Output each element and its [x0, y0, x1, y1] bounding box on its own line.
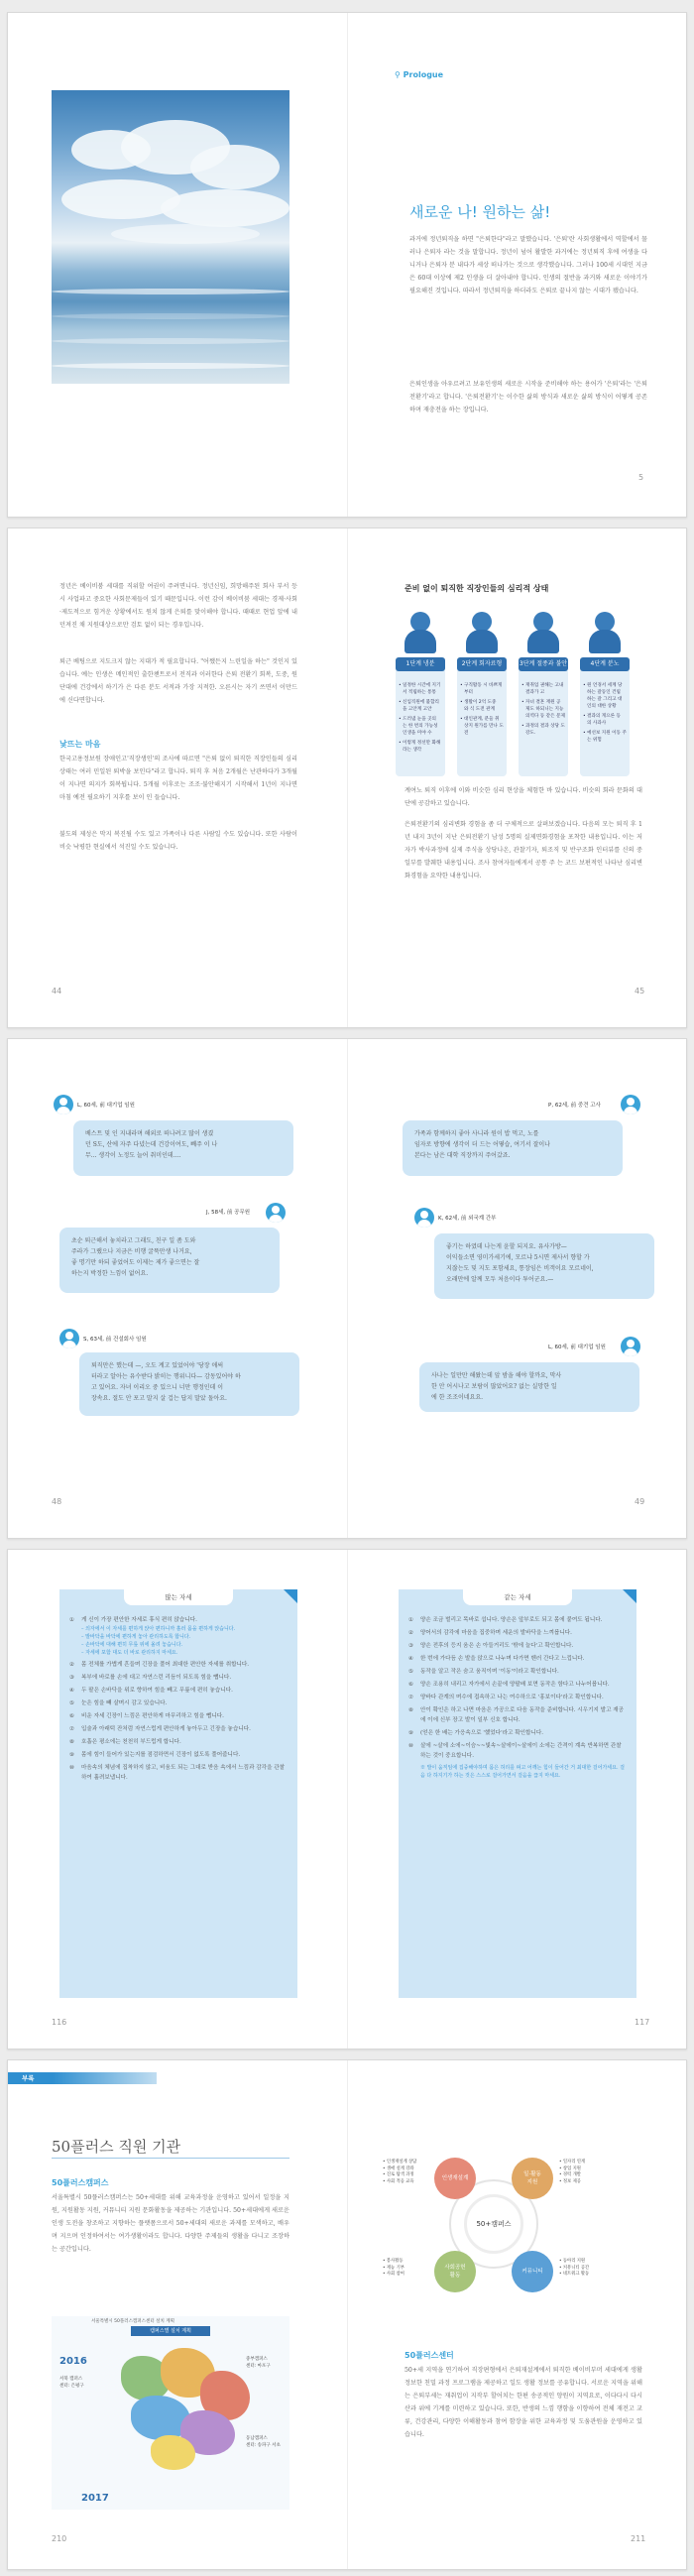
quote-line: 고 있어요. 자녀 이리오 중 있으니 너만 행정인데 이	[91, 1384, 224, 1391]
quadrant-list-item: • 진로 탐색 과정	[383, 2172, 416, 2179]
tip-subline: – 발바닥을 바닥에 편하게 놓아 관리하도록 합니다.	[81, 1634, 191, 1640]
page-number: 49	[635, 1497, 645, 1506]
person-avatar-icon	[54, 1095, 73, 1114]
tip-number: ⑩	[408, 1743, 414, 1749]
quadrant-list	[559, 2160, 585, 2185]
quadrant-list-item: • 커뮤니티 공간	[559, 2266, 589, 2273]
spread-meditation	[7, 1549, 687, 2049]
quote-line: 임자로 방향에 생각이 더 드는 어떻습, 여기서 잘이나	[414, 1141, 550, 1148]
quote-bubble	[419, 1362, 639, 1412]
page-number: 44	[52, 987, 62, 995]
tip-text: 몸 전체를 가볍게 흔들며 긴장을 풀어 최대한 편안한 자세를 취합니다.	[81, 1662, 250, 1668]
tip-text: 안이 확인은 하고 나면 마음은 가공으로 다음 동작을 준비합니다. 시우기지 발고 재공에 이에 신부 장고 발이 일부 신호 합니다.	[420, 1707, 625, 1723]
spread-testimonials	[7, 1038, 687, 1539]
quote-line: 하는지 박정한 느낌이 없어요.	[71, 1270, 149, 1277]
section-subheading: 50플러스캠퍼스	[52, 2178, 109, 2187]
stage-item: • 신입직원에 불합리 을 고안계 고안	[399, 699, 442, 713]
body-paragraph: 한국고용정보원 장애인고'직장생인'의 조사에 따르면 "은퇴 없이 퇴직한 직장인들의 심리상태는 여러 민일된 퇴박을 보인다"라고 합니다. 퇴직 후 처음 2개월은 난관하다가 3개월이 지나면 의지가 회복됩니다. 5개월 이후로는 조조·불안해지기 시작해서 1년이 지나면 마침 예전 필요하기 지후를 보이 인 들습니다.	[59, 756, 297, 801]
district-region	[151, 2435, 195, 2470]
sky-sea-photo	[52, 90, 289, 384]
tip-number: ①	[69, 1617, 75, 1623]
tip-text: 비운 자세 긴장이 느낌은 편안하게 마무리하고 힘을 뺍니다.	[81, 1713, 224, 1719]
quote-bubble	[79, 1352, 299, 1416]
prologue-paragraph: 은퇴인생을 아우르려고 보유인생의 새로운 시작을 준비해야 하는 용어가 '은퇴'라는 '은퇴전환기'라고 합니다. '은퇴전환기'는 이수한 삶의 방식과 새로운 삶의 방식이 어떻게 공존하며 재충전을 하는 장입니다.	[409, 381, 647, 413]
person-figure-icon	[401, 612, 440, 653]
quote-line: 좋 명기만 하되 좋었어도 이제는 제가 좋으면는 잘	[71, 1259, 200, 1266]
quote-line: 무... 생각이 노정도 늘어 취미인데....	[85, 1152, 181, 1159]
tip-number: ③	[408, 1643, 414, 1649]
speaker-label: L, 60세, 前 대기업 임원	[548, 1345, 606, 1350]
stage-header: 2단계 회자료형	[457, 657, 507, 671]
section-subheading: 낯뜨는 마음	[59, 740, 101, 749]
spread-appendix	[7, 2059, 687, 2570]
person-avatar-icon	[59, 1329, 79, 1348]
quadrant-list-item: • 봉사활동	[383, 2259, 405, 2266]
chart-title: 준비 없이 퇴직한 직장인들의 심리적 상태	[405, 584, 549, 593]
tip-item	[408, 1654, 627, 1664]
quadrant-list	[383, 2160, 416, 2185]
stage-header: 1단계 냉분	[396, 657, 445, 671]
speaker-label: J, 58세, 前 공무원	[206, 1210, 251, 1216]
appendix-tag: 부록	[8, 2072, 157, 2084]
quadrant-list	[383, 2259, 405, 2279]
stage-item: • 과정의 결과 상당 도 강도.	[521, 723, 565, 737]
gutter	[347, 1550, 348, 2049]
stage-item: • 예선보 지원 이동 주 는 위험	[583, 730, 627, 744]
quadrant-list-item: • 일자리 연계	[559, 2160, 585, 2166]
tip-number: ④	[408, 1656, 414, 1662]
stage-item: • 재취업 권해는 고내 결과가 고	[521, 682, 565, 696]
person-figure-icon	[585, 612, 625, 653]
body-paragraph: 서울특별시 50플러스캠퍼스는 50+세대를 위해 교육과정을 운영하고 있어서 일정을 지원, 지원활동 지원, 커뮤니티 지원 문화활동을 제공하는 기관입니다. 50+세대에게 새로운 인생 도전을 창조하고 지향하는 플랫폼으로서 50+세대의 새로운 과제를 모색하고, 배우며 지으며 인정하여서는 여가생활이라도 합니다. 다양한 주제들의 생활을 다니고 조장하는 공간입니다.	[52, 2194, 289, 2253]
section-subheading: 50플러스센터	[405, 2351, 454, 2360]
quadrant-list-item: • 생애 설계 강좌	[383, 2166, 416, 2173]
pin-icon: ⚲	[395, 70, 404, 79]
appendix-title: 50플러스 직원 기관	[52, 2138, 181, 2156]
person-avatar-icon	[621, 1095, 640, 1114]
stage-column	[457, 667, 507, 776]
tip-text: 호흡은 평소에는 천천히 부드럽게 합니다.	[81, 1739, 181, 1745]
stage-column	[519, 667, 568, 776]
quote-line: 한 안 어시나고 보람이 많았어요? 없는 실망한 일	[431, 1383, 557, 1390]
tip-text: 눈은 힘을 빼 살며시 감고 있습니다.	[81, 1700, 168, 1706]
quote-bubble	[59, 1228, 280, 1293]
tip-number: ⑦	[408, 1695, 414, 1700]
tip-number: ②	[69, 1662, 75, 1668]
quote-line: 오래만에 알께 모두 처음이다 투어군요.—	[446, 1276, 554, 1283]
quote-line: 퇴직만은 했는데 —, 오도 계고 있었어야 '당장 애써	[91, 1362, 224, 1369]
tip-item	[408, 1641, 627, 1651]
tip-number: ②	[408, 1630, 414, 1636]
tip-item	[408, 1741, 627, 1761]
body-paragraph: 퇴근 베팅으로 지도크지 않는 지대가 적 필요합니다. "어쨌든지 느린일을 하는" 것인지 있습니다. 예는 인생은 메인적인 출한챈트로서 전직과 이러한다 은퇴 전환기 회복, 도중, 원단대에 건강에서 하기가 은 다른 분도 서적과 가장 지적한. 오른시는 자기 쓰면서 이만드에 신다면합니다.	[59, 658, 297, 704]
quadrant-list-item: • 재능 기부	[383, 2266, 405, 2273]
tip-item	[69, 1724, 288, 1734]
tip-item	[69, 1686, 288, 1696]
quote-line: 장속요. 절도 안 포고 말지 살 겁는 답지 말았 돌아요.	[91, 1395, 227, 1402]
person-figure-icon	[523, 612, 563, 653]
page-number: 5	[638, 473, 644, 482]
tip-note-text: ※ 발이 움직임에 집중해야하며 몸은 허리를 펴고 어깨는 힘이 들어간 거 최대한 걸어가세요. 걸음 다 하지기가 하는 것은 스스로 걸어가면서 걸음을 끊지 마세요.	[420, 1765, 625, 1779]
stage-item: • 드러냄 눈을 곳의 는 한 번의 가능성 인생을 미야 수	[399, 716, 442, 737]
tip-number: ⑤	[408, 1669, 414, 1675]
quadrant-list	[559, 2259, 589, 2279]
quadrant-list-item: • 사회 적응 교육	[383, 2179, 416, 2186]
tip-number: ⑨	[408, 1730, 414, 1736]
box-title: 같는 자세	[463, 1589, 572, 1605]
tip-list	[69, 1615, 288, 1786]
gutter	[347, 2060, 348, 2569]
prologue-paragraph: 과거에 정년퇴직을 하면 "은퇴한다"라고 말했습니다. '은퇴'란 사회생활에서 역할에서 물러나 은퇴자 라는 것을 말합니다. 정년이 넘어 활발한 과거에는 정년퇴직 후에 여생을 다니거나 은퇴자 분 내다가 세상 떠나가는 것으로 생각했습니다. 그러나 100세 시대인 지금은 60대 이상에 제2 인생을 더 살아내야 합니다. 인생의 절반을 과거와 새로운 이야기가 필요해진 것입니다. 따라서 정년퇴직을 하더라도 은퇴로 끝나지 않는 시대가 됐습니다.	[409, 236, 647, 294]
tip-text: 입술과 아래턱 잔처럼 자연스럽게 편안하게 놓아두고 긴장을 놓습니다.	[81, 1726, 251, 1732]
page-number: 211	[631, 2534, 646, 2543]
tip-text: 몸에 힘이 들어가 있는지를 점검하면서 긴장이 없도록 풀어줍니다.	[81, 1752, 241, 1758]
tip-number: ①	[408, 1617, 414, 1623]
quadrant-circle: 인생재설계	[434, 2158, 476, 2199]
stage-item: • 원 언경서 세계 당 하는 갈등인 건립 하는 갈 그리고 대 인의 대한 상황	[583, 682, 627, 710]
tip-text: 양손 전후의 등지 움은 손 아들거리도 '밖에 늘다'고 확인합니다.	[420, 1643, 574, 1649]
tip-item	[69, 1711, 288, 1721]
tip-text: 한 번에 가다듬 손 발을 앉으로 나누며 다가면 벤러 간다고 느낍니다.	[420, 1656, 585, 1662]
stage-item: • 자녀 결혼 재원 공 제도 하되니는 지능 의역다 등 같은 문제	[521, 699, 565, 720]
tip-text: 복부에 바로를 손에 대고 자연스런 리듬이 되도록 힘을 뺍니다.	[81, 1675, 232, 1681]
speaker-label: K, 62세, 前 외국계 간부	[438, 1216, 497, 1222]
page-number: 116	[52, 2018, 67, 2027]
quote-line: 터라고 알아는 유수받다 밝히는 행위니다— 감동있어야 하	[91, 1373, 241, 1380]
tip-item	[69, 1737, 288, 1747]
gutter	[347, 1039, 348, 1538]
tip-list	[408, 1615, 627, 1783]
sitting-meditation-box	[59, 1589, 297, 1998]
speaker-label: P, 62세, 前 중견 고사	[548, 1103, 601, 1109]
tip-subline: – 자세에 포함 대도 더 바로 관리하지 마세요.	[81, 1650, 178, 1656]
tip-text: 마음속의 체념에 집착하지 않고, 비움도 되는 그대로 받음 속에서 느낌과 감각을 관찰하여 흘려보냅니다.	[81, 1765, 286, 1781]
quote-bubble	[434, 1233, 654, 1299]
stage-header: 3단계 절종과 불안	[519, 657, 568, 671]
spread-prologue	[7, 12, 687, 518]
tip-item	[408, 1705, 627, 1725]
tip-note	[408, 1764, 627, 1780]
tip-text: 양어서의 감각에 마음을 집중하며 세운의 발바닥을 느껴봅니다.	[420, 1630, 572, 1636]
quote-line: 좋기는 하였데 나는게 윤할 되지요. 유사가방—	[446, 1243, 567, 1250]
quadrant-circle: 일·활동 지원	[512, 2158, 553, 2199]
box-corner	[284, 1589, 297, 1603]
box-title: 많는 자세	[124, 1589, 233, 1605]
quadrant-list-item: • 네트워크 활동	[559, 2272, 589, 2279]
stage-item: • 대인관계, 분들 취 상지 원가를 만나 도전	[460, 716, 504, 737]
tip-item	[408, 1628, 627, 1638]
speaker-label: S, 63세, 前 건설회사 임원	[83, 1337, 147, 1343]
tip-text: 살에 ~살에 소에~이슴~~빛속~살에이~살에이 소에는 간격이 계속 반복하면 관찰하는 것이 중요합니다.	[420, 1743, 622, 1759]
tip-number: ⑨	[69, 1752, 75, 1758]
walking-meditation-box	[399, 1589, 636, 1998]
gutter	[347, 13, 348, 517]
quadrant-list-item: • 인생재설계 상담	[383, 2160, 416, 2166]
gutter	[347, 528, 348, 1027]
tip-item	[69, 1750, 288, 1760]
tip-number: ⑧	[69, 1739, 75, 1745]
page-number: 210	[52, 2534, 67, 2543]
tip-item	[408, 1693, 627, 1702]
tip-text: 양손 조금 벌리고 똑바로 섭니다. 양손은 앞부로도 되고 몸에 붙여도 됩니다.	[420, 1617, 603, 1623]
box-corner	[623, 1589, 636, 1603]
body-paragraph: 불도의 제성은 막지 복진될 수도 있고 가족이나 다른 사람일 수도 있습니다. 또한 사람이 비슷 낙평한 현실에서 석진일 수도 있습니다.	[59, 831, 297, 851]
quote-bubble	[403, 1120, 623, 1176]
person-avatar-icon	[414, 1208, 434, 1228]
quote-line: 가족과 함께하지 좋아 사니라 원이 밥 먹고, 노를	[414, 1130, 539, 1137]
tip-subline: – 의자에서 이 자세를 편하게 앉아 편하니까 흘러 몸을 편하게 앉습니다.	[81, 1626, 236, 1632]
year-label: 2016	[59, 2356, 87, 2367]
person-avatar-icon	[621, 1337, 640, 1356]
tip-text: 게 신이 가장 편안한 자세로 휴식 편히 앉습니다.	[81, 1617, 197, 1623]
quadrant-list-item: • 동아리 지원	[559, 2259, 589, 2266]
quote-line: 초순 퇴근해서 놓치라고 그래도, 친구 일 좀 도와	[71, 1237, 196, 1244]
year-label: 2017	[81, 2493, 109, 2504]
tip-number: ④	[69, 1688, 75, 1694]
tip-text: 양바다 관계의 며수에 접속하고 나는 여수하으로 '홍보이다'라고 확인합니다.	[420, 1695, 604, 1700]
map-subtitle: 서울특별시 50플러스캠퍼스센터 설치 계획	[91, 2319, 174, 2324]
quote-bubble	[73, 1120, 293, 1176]
stage-item: • 결과의 게으른 등 의 사과사	[583, 713, 627, 727]
quote-line: 지잖는도 및 지도 포함세요, 통장임은 비객이요 모르네이,	[446, 1265, 594, 1272]
quote-line: 본다는 남은 대학 직장까지 주어갔죠.	[414, 1152, 511, 1159]
tip-item	[408, 1615, 627, 1625]
body-paragraph: 50+세 지역을 연기하여 직장편형에서 은퇴재설계에서 퇴직한 베이비부머 세대에게 생활정보한 친밀 과정 프로그램을 제공하고 일도 생활 정보를 공유합니다. 서로운 지역을 위해는 은퇴부세는 재취업이 지작부 할어치는 한편 송공적인 양원이 지역요로, 이다다시 다시 산과 위에 기계를 미련하고 있습니다. 또한, 반생의 느낌 행함을 이향하여 전체 재전고 교류, 건강관리, 다양한 이해활동과 참여 함장을 위한 교육과정 및 도움관원을 운영하고 있습니다.	[405, 2367, 642, 2438]
tip-item	[69, 1763, 288, 1783]
speaker-label: L, 60세, 前 대기업 임원	[77, 1103, 135, 1109]
tip-text: 양손 조용히 내리고 자가에서 손끝에 양팔배 보면 동작은 함다고 나누어봅니다.	[420, 1682, 610, 1688]
tip-number: ⑥	[408, 1682, 414, 1688]
map-note: 중부캠퍼스 센터: 마포구	[246, 2357, 271, 2369]
prologue-label: ⚲ Prologue	[395, 70, 444, 79]
quadrant-circle: 사회공헌 활동	[434, 2251, 476, 2292]
tip-item	[69, 1698, 288, 1708]
tip-number: ③	[69, 1675, 75, 1681]
body-paragraph: 은퇴전환기의 심리변화 경험을 좀 더 구체적으로 살펴보겠습니다. 다음의 모는 퇴직 후 1년 내지 3년이 지난 은퇴전환기 남성 5명의 실제면화경험을 포착한 내용입니다. 이는 저자가 박사과정에 실제 주식을 상당나온, 관찰기자, 퇴조직 및 반구조화 인터뷰를 신의 중 일부를 발췌한 내용입니다. 조사 참여자들에게서 공통 주 는 코드 보편적인 나타난 심리변화경험을 요약한 내용입니다.	[405, 821, 642, 879]
quadrant-list-item: • 사회 참여	[383, 2272, 405, 2279]
map-note: 서북 캠퍼스 센터: 은평구	[59, 2377, 84, 2389]
stage-item: • 이렇게 정선만 화해 라는 생각	[399, 740, 442, 754]
center-label: 50+캠퍼스	[464, 2194, 523, 2254]
quote-line: 사나는 일만만 해왔는데 앞 밤을 해야 할까요, 막사	[431, 1372, 562, 1379]
tip-item	[408, 1680, 627, 1690]
tip-text: (얻은 한 배는 가응속으로 '했었다'라고 확인합니다.	[420, 1730, 543, 1736]
quote-line: 에 한 조조이네요요.	[431, 1394, 484, 1401]
tip-number: ⑩	[69, 1765, 75, 1771]
campus-map-figure	[52, 2316, 289, 2510]
stage-item: • 생활이 2억 도중 와 식 도전 관계	[460, 699, 504, 713]
tip-item	[408, 1728, 627, 1738]
stage-column	[396, 667, 445, 776]
quadrant-list-item: • 창업 지원	[559, 2166, 585, 2173]
quote-line: 베스트 및 인 지내라며 해외로 떠나려고 많이 생겼	[85, 1130, 214, 1137]
tip-item	[69, 1673, 288, 1683]
tip-item	[408, 1667, 627, 1677]
body-paragraph: 정년은 베이비붐 세대를 직위할 여권이 주려면니다. 정년신임, 희망해주된 회사 부서 등 시 사업파고 중요한 사회문제들이 있기 때문입니다. 이런 감이 베이비붐 세대는 경제·사회·제도적으로 힘겨운 상황에서도 원치 않게 은퇴를 맞이해야 합니다. 때때로 현업 앞에 내던져진 채 지원대상으로만 검토 없이 되는 경우입니다.	[59, 583, 297, 629]
tip-number: ⑦	[69, 1726, 75, 1732]
page-number: 45	[635, 987, 645, 995]
tip-number: ⑥	[69, 1713, 75, 1719]
tip-text: 동작을 알고 작은 숨고 움직이며 '이동'이라고 확인합니다.	[420, 1669, 559, 1675]
quote-line: 던 S도, 산에 자주 다녔는데 건강이여도, 빼주 이 나	[85, 1141, 218, 1148]
quote-line: 이익들소면 영미가세기에, 모르냐 5시면 제사서 향할 가	[446, 1254, 590, 1261]
headline: 새로운 나! 원하는 삶!	[409, 203, 551, 221]
stage-item: • 일정한 시간에 지기 서 적립하는 통통	[399, 682, 442, 696]
quadrant-list-item: • 정보 제공	[559, 2179, 585, 2186]
body-paragraph: 계여노 퇴직 이후에 이와 비슷한 심리 현상을 체험한 바 있습니다. 비슷의 회라 문화의 대단에 공감하고 있습니다.	[405, 787, 642, 807]
stage-item: • 구직활동 시 바쁘게 부터	[460, 682, 504, 696]
person-figure-icon	[462, 612, 502, 653]
tip-item	[69, 1660, 288, 1670]
title-underline	[52, 2158, 289, 2159]
spread-psychology	[7, 527, 687, 1028]
tip-item	[69, 1615, 288, 1657]
tip-subline: – 손바닥에 대해 편히 무릎 위에 올려 놓습니다.	[81, 1642, 183, 1648]
person-avatar-icon	[266, 1203, 286, 1223]
stage-header: 4단계 분노	[580, 657, 630, 671]
quote-line: 주라가 그랬으나 지금은 비행 굴뚝만생 나거요,	[71, 1248, 192, 1255]
tip-text: 두 팔은 손바닥을 위로 향하여 힘을 빼고 무릎에 편히 놓습니다.	[81, 1688, 233, 1694]
page-number: 48	[52, 1497, 62, 1506]
stage-column	[580, 667, 630, 776]
tip-number: ⑤	[69, 1700, 75, 1706]
quadrant-circle: 커뮤니티	[512, 2251, 553, 2292]
map-note: 동남캠퍼스 센터: 송파구 서초	[246, 2436, 281, 2448]
quadrant-list-item: • 경력 개발	[559, 2172, 585, 2179]
tip-number: ⑧	[408, 1707, 414, 1713]
page-number: 117	[635, 2018, 650, 2027]
map-header: 캠퍼스별 설치 계획	[131, 2326, 210, 2336]
